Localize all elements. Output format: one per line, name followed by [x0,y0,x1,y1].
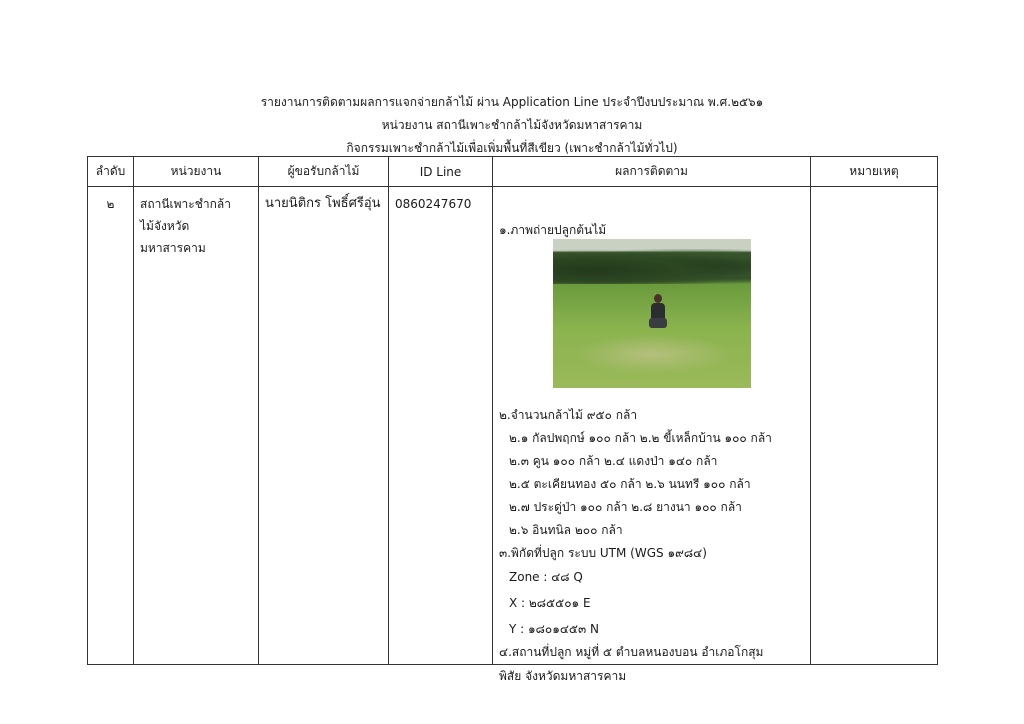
table-row [88,187,938,665]
location-line-1: ๔.สถานที่ปลูก หมู่ที่ ๕ ตำบลหนองบอน อำเภอโกสุม [499,645,764,659]
row-number: ๒ [106,197,115,211]
planting-photo [553,239,751,388]
photo-person [651,294,665,330]
photo-person-head [654,294,662,303]
utm-y: Y : ๑๘๐๑๔๕๓ N [509,622,599,636]
header-remark: หมายเหตุ [811,157,938,187]
cell-number [88,187,134,665]
seedling-count: ๒.จำนวนกล้าไม้ ๙๕๐ กล้า [499,408,638,422]
row-line-id: 0860247670 [395,197,472,211]
report-agency: หน่วยงาน สถานีเพาะชำกล้าไม้จังหวัดมหาสารคาม [381,118,643,132]
report-table [87,156,938,683]
header-number: ลำดับ [88,157,134,187]
cell-remark [811,187,938,665]
coordinate-label: ๓.พิกัดที่ปลูก ระบบ UTM (WGS ๑๙๘๔) [499,546,707,560]
result-block [493,187,810,683]
species-line-4: ๒.๗ ประดู่ป่า ๑๐๐ กล้า ๒.๘ ยางนา ๑๐๐ กล้า [509,500,742,514]
species-line-2: ๒.๓ คูน ๑๐๐ กล้า ๒.๔ แดงป่า ๑๔๐ กล้า [509,454,718,468]
location-line-2: พิสัย จังหวัดมหาสารคาม [499,669,627,683]
table-header-row [88,157,938,187]
report-title: รายงานการติดตามผลการแจกจ่ายกล้าไม้ ผ่าน Application Line ประจำปีงบประมาณ พ.ศ.๒๕๖๑ [260,95,764,109]
row-recipient: นายนิติกร โพธิ์ศรีอุ่น [265,196,381,211]
species-line-5: ๒.๖ อินทนิล ๒๐๐ กล้า [509,523,623,537]
row-agency: สถานีเพาะชำกล้าไม้จังหวัดมหาสารคาม [140,197,231,255]
cell-agency [134,187,259,665]
photo-bare-patch [573,334,733,374]
header-line-id: ID Line [389,157,493,187]
header-result: ผลการติดตาม [493,157,811,187]
header-recipient: ผู้ขอรับกล้าไม้ [259,157,389,187]
cell-line-id [389,187,493,665]
photo-label: ๑.ภาพถ่ายปลูกต้นไม้ [499,223,607,237]
report-activity: กิจกรรมเพาะชำกล้าไม้เพื่อเพิ่มพื้นที่สีเขียว (เพาะชำกล้าไม้ทั่วไป) [346,141,678,155]
photo-trees [553,249,751,284]
species-line-3: ๒.๕ ตะเคียนทอง ๕๐ กล้า ๒.๖ นนทรี ๑๐๐ กล้า [509,477,751,491]
row-remark [811,187,937,199]
utm-zone: Zone : ๔๘ Q [509,570,583,584]
header-agency: หน่วยงาน [134,157,259,187]
utm-x: X : ๒๘๕๕๐๑ E [509,596,591,610]
cell-recipient [259,187,389,665]
photo-person-legs [649,318,667,328]
species-line-1: ๒.๑ กัลปพฤกษ์ ๑๐๐ กล้า ๒.๒ ขี้เหล็กบ้าน ๑๐๐ กล้า [509,431,772,445]
cell-result [493,187,811,683]
